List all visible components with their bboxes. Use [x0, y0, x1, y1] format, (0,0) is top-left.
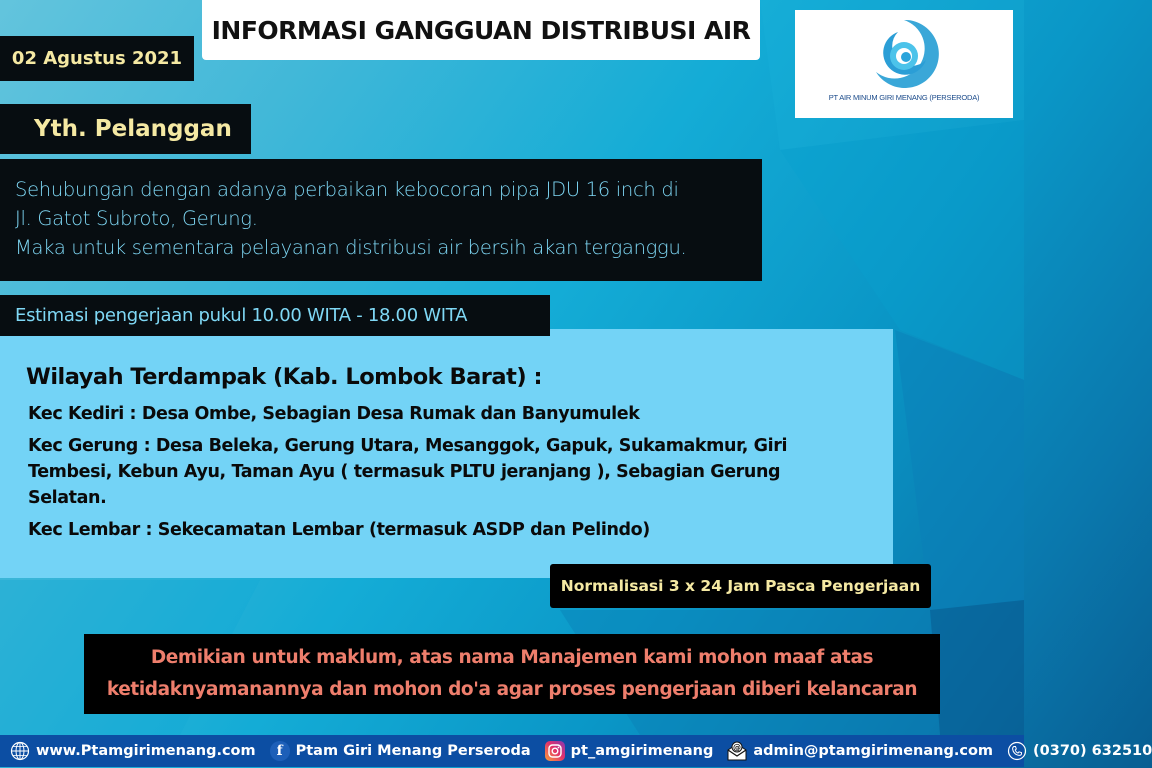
closing-line: ketidaknyamanannya dan mohon do'a agar proses pengerjaan diberi kelancaran: [106, 679, 918, 700]
normalization-text: Normalisasi 3 x 24 Jam Pasca Pengerjaan: [560, 577, 921, 595]
notice-line: Jl. Gatot Subroto, Gerung.: [15, 207, 258, 230]
company-logo: [795, 10, 1013, 118]
website-link[interactable]: [10, 741, 256, 761]
contact-footer: [0, 735, 1152, 767]
affected-areas-panel: [0, 329, 893, 578]
estimate-text: Estimasi pengerjaan pukul 10.00 WITA - 18.00 WITA: [15, 305, 468, 326]
notice-line: Maka untuk sementara pelayanan distribusi air bersih akan terganggu.: [15, 236, 687, 259]
normalization-badge: [550, 564, 931, 608]
notice-panel: [0, 159, 762, 281]
svg-text:@: @: [733, 743, 742, 752]
affected-area-item: Kec Kediri : Desa Ombe, Sebagian Desa Rumak dan Banyumulek: [28, 404, 640, 424]
page-title: INFORMASI GANGGUAN DISTRIBUSI AIR: [211, 15, 751, 45]
facebook-link[interactable]: [270, 741, 531, 761]
website-label: www.Ptamgirimenang.com: [36, 743, 256, 759]
estimate-banner: [0, 295, 550, 336]
date-text: 02 Agustus 2021: [11, 48, 183, 69]
globe-icon: [10, 741, 30, 761]
affected-area-item: Kec Lembar : Sekecamatan Lembar (termasuk ASDP dan Pelindo): [28, 520, 650, 540]
phone-link[interactable]: [1007, 741, 1152, 761]
facebook-icon: f: [270, 741, 290, 761]
logo-caption: PT AIR MINUM GIRI MENANG (PERSERODA): [828, 93, 980, 102]
email-icon: [727, 741, 747, 761]
closing-message-panel: [84, 634, 940, 714]
date-badge: [0, 36, 194, 81]
affected-area-item: Kec Gerung : Desa Beleka, Gerung Utara, Mesanggok, Gapuk, Sukamakmur, Giri Tembesi, Kebun Ayu, Taman Ayu ( termasuk PLTU jeranjang ), Sebagian Gerung Selatan.: [28, 436, 788, 508]
facebook-label: Ptam Giri Menang Perseroda: [295, 743, 531, 759]
greeting-banner: [0, 104, 251, 154]
email-link[interactable]: [727, 741, 993, 761]
instagram-label: pt_amgirimenang: [570, 743, 714, 759]
email-label: admin@ptamgirimenang.com: [753, 743, 994, 759]
instagram-link[interactable]: [545, 741, 714, 761]
phone-label: (0370) 632510: [1033, 743, 1152, 759]
affected-areas-title: Wilayah Terdampak (Kab. Lombok Barat) :: [26, 364, 542, 390]
page-title-banner: [202, 0, 760, 60]
closing-line: Demikian untuk maklum, atas nama Manajemen kami mohon maaf atas: [150, 647, 874, 668]
phone-icon: [1007, 741, 1027, 761]
instagram-icon: [545, 741, 565, 761]
greeting-text: Yth. Pelanggan: [34, 116, 232, 142]
water-swirl-logo-icon: [864, 16, 944, 92]
notice-line: Sehubungan dengan adanya perbaikan kebocoran pipa JDU 16 inch di: [15, 178, 679, 201]
